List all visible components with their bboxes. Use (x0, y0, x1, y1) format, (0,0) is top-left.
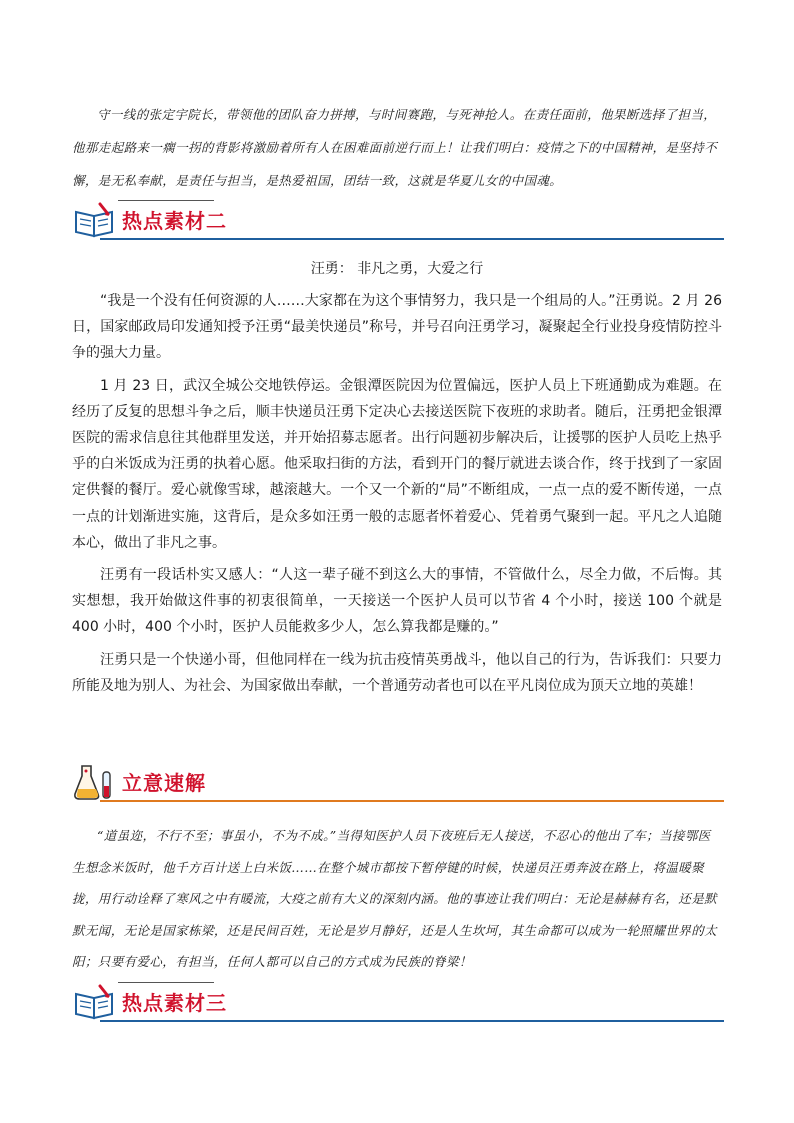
heading-overline (118, 200, 214, 201)
article-paragraph: “我是一个没有任何资源的人……大家都在为这个事情努力，我只是一个组局的人。”汪勇说。2 月 26 日，国家邮政局印发通知授予汪勇“最美快递员”称号，并号召向汪勇学习，凝聚起全行业投身疫情防控斗争的强大力量。 (72, 293, 722, 362)
analysis-heading (72, 762, 724, 802)
article-paragraph: 汪勇有一段话朴实又感人：“人这一辈子碰不到这么大的事情，不管做什么，尽全力做，不后悔。其实想想，我开始做这件事的初衷很简单，一天接送一个医护人员可以节省 4 个小时，接送 100 个就是 400 小时，400 个小时，医护人员能救多少人，怎么算我都是赚的。” (72, 567, 722, 636)
section-title: 热点素材三 (122, 991, 227, 1015)
section-title: 立意速解 (122, 771, 206, 795)
heading-overline (118, 982, 214, 983)
article-paragraph: 1 月 23 日，武汉全城公交地铁停运。金银潭医院因为位置偏远，医护人员上下班通勤成为难题。在经历了反复的思想斗争之后，顺丰快递员汪勇下定决心去接送医院下夜班的求助者。随后，汪勇把金银潭医院的需求信息往其他群里发送，并开始招募志愿者。出行问题初步解决后，让援鄂的医护人员吃上热乎乎的白米饭成为汪勇的执着心愿。他采取扫街的方法，看到开门的餐厅就进去谈合作，终于找到了一家固定供餐的餐厅。爱心就像雪球，越滚越大。一个又一个新的“局”不断组成，一点一点的爱不断传递，一点一点的计划渐进实施，这背后，是众多如汪勇一般的志愿者怀着爱心、凭着勇气聚到一起。平凡之人追随本心，做出了非凡之事。 (72, 377, 722, 551)
open-book-icon (72, 200, 118, 240)
section-heading-3 (72, 982, 724, 1022)
open-book-icon (72, 982, 118, 1022)
article-title: 汪勇： 非凡之勇，大爱之行 (310, 261, 484, 277)
lab-flask-icon (72, 762, 118, 802)
article-body (72, 288, 722, 705)
top-paragraph: 守一线的张定宇院长，带领他的团队奋力拼搏，与时间赛跑，与死神抢人。在责任面前，他果断选择了担当，他那走起路来一瘸一拐的背影将激励着所有人在困难面前逆行而上！让我们明白：疫情之下的中国精神，是坚持不懈，是无私奉献，是责任与担当，是热爱祖国，团结一致，这就是华夏儿女的中国魂。 (72, 107, 718, 188)
section-heading-2 (72, 200, 724, 240)
section-title: 热点素材二 (122, 209, 227, 233)
analysis-paragraph: “道虽迩，不行不至；事虽小，不为不成。”当得知医护人员下夜班后无人接送，不忍心的他出了车；当接鄂医生想念米饭时，他千方百计送上白米饭……在整个城市都按下暂停键的时候，快递员汪勇奔波在路上，将温暖聚拢，用行动诠释了寒风之中有暖流，大疫之前有大义的深刻内涵。他的事迹让我们明白：无论是赫赫有名，还是默默无闻，无论是国家栋梁，还是民间百姓，无论是岁月静好，还是人生坎坷，其生命都可以成为一轮照耀世界的太阳；只要有爱心，有担当，任何人都可以自己的方式成为民族的脊梁！ (72, 828, 718, 969)
heading-rule (100, 238, 724, 240)
heading-rule (100, 800, 724, 802)
heading-rule (100, 1020, 724, 1022)
article-paragraph: 汪勇只是一个快递小哥，但他同样在一线为抗击疫情英勇战斗，他以自己的行为，告诉我们：只要力所能及地为别人、为社会、为国家做出奉献，一个普通劳动者也可以在平凡岗位成为顶天立地的英雄！ (72, 651, 722, 694)
